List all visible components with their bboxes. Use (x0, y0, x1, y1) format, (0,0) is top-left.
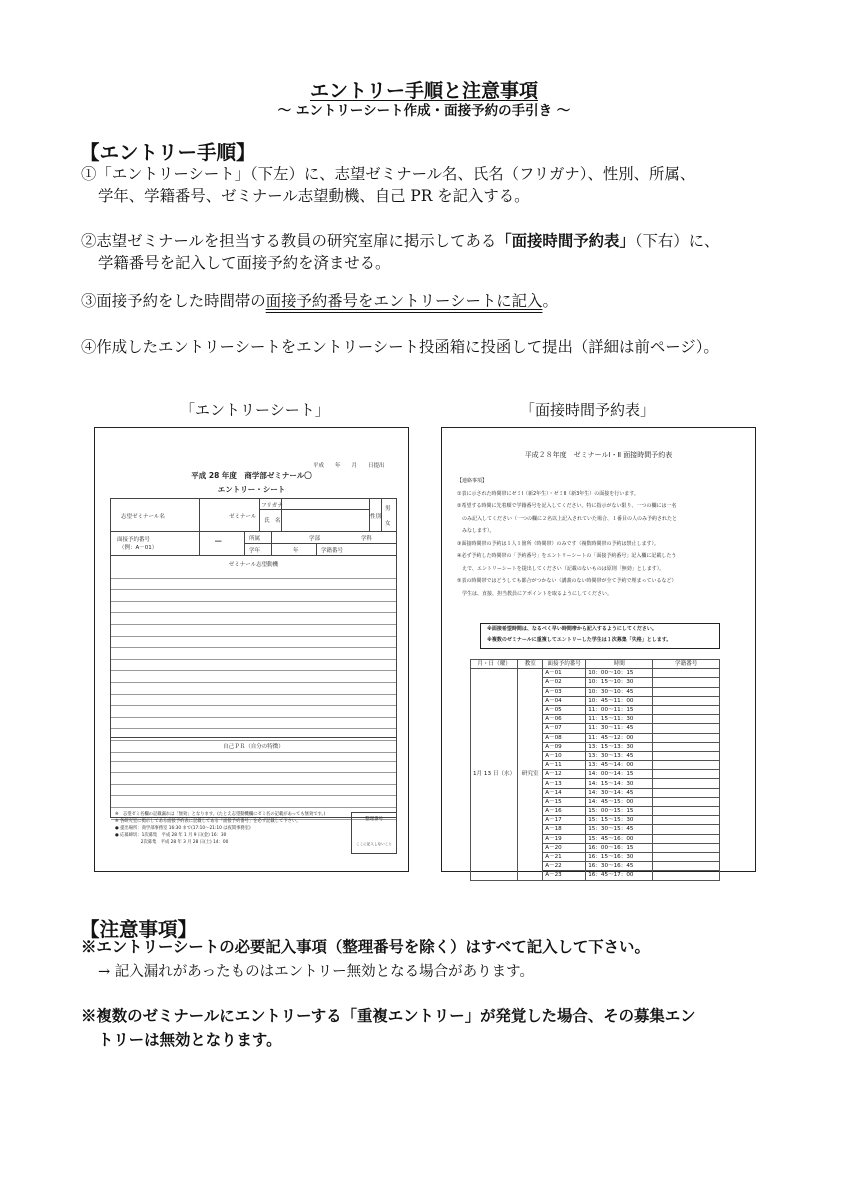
contact-heading: 【連絡事項】 (457, 478, 488, 484)
entry-sheet-note: ● 応募締切：1次募集 平成 28 年 1 月 9 日(金) 16：30 (115, 833, 227, 838)
procedure-heading: 【エントリー手順】 (80, 141, 256, 164)
entry-sheet-title: 平成 28 年度 商学部ゼミナール〇 (191, 471, 312, 480)
step-1-line-1: ①「エントリーシート」（下左）に、志望ゼミナール名、氏名（フリガナ）、性別、所属、 (81, 165, 696, 183)
time-cell: 15：45～16：00 (586, 834, 653, 843)
page-subtitle: ～ エントリーシート作成・面接予約の手引き ～ (277, 103, 571, 119)
student-number-cell[interactable] (653, 669, 720, 678)
reservation-number-cell: A－17 (543, 816, 586, 825)
reservation-number-cell: A－05 (543, 705, 586, 714)
affiliation-label: 所属 (249, 536, 261, 542)
student-number-cell[interactable] (653, 715, 720, 724)
student-number-cell[interactable] (653, 807, 720, 816)
reservation-number-cell: A－21 (543, 852, 586, 861)
reservation-number-cell: A－08 (543, 733, 586, 742)
reservation-table (470, 659, 720, 881)
reservation-number-cell: A－23 (543, 871, 586, 880)
step-2-emphasis: 「面接時間予約表」 (496, 232, 635, 250)
contact-item: ②希望する時間に先着順で学籍番号を記入してください。特に指示がない限り、一つの欄には一名 (457, 503, 677, 509)
column-header: 教室 (518, 660, 543, 669)
student-number-cell[interactable] (653, 825, 720, 834)
step-1-line-2: 学年、学籍番号、ゼミナール志望動機、自己 PR を記入する。 (98, 187, 530, 205)
grade-label: 学年 (249, 548, 261, 554)
self-pr-lines (111, 750, 396, 820)
reservation-warning-box (480, 623, 720, 649)
step-2 (81, 230, 781, 274)
entry-sheet-date: 平成 年 月 日提出 (313, 463, 385, 469)
student-number-cell[interactable] (653, 687, 720, 696)
reservation-number-cell: A－19 (543, 834, 586, 843)
reservation-number-cell: A－11 (543, 761, 586, 770)
sex-label: 性別 (370, 514, 382, 520)
name-label: 氏 名 (264, 518, 281, 524)
reservation-table-image (441, 427, 756, 879)
faculty-label: 学部 (309, 536, 321, 542)
time-cell: 15：30～15：45 (586, 825, 653, 834)
registration-number-note: ここに記入しないこと (356, 842, 392, 846)
contact-item: のみ記入してください（一つの欄に２名以上記入されていた場合、１番目の人のみ予約されたと (457, 515, 678, 522)
column-header: 月・日（曜） (471, 660, 518, 669)
entry-sheet-form (110, 498, 397, 818)
reservation-number-cell: A－06 (543, 715, 586, 724)
student-number-cell[interactable] (653, 770, 720, 779)
male-label: 男 (385, 506, 391, 512)
page-title: エントリー手順と注意事項 (309, 80, 538, 102)
contact-item: ①表に示された時間帯にゼミⅠ（新2年生）・ゼミⅡ（新3年生）の面接を行います。 (457, 490, 639, 497)
student-number-cell[interactable] (653, 834, 720, 843)
motive-label: ゼミナール志望動機 (228, 562, 279, 568)
entry-sheet-note: ● 提出場所：商学部事務室 16:30 まで(17:10～21:10 は夜間事務室) (115, 826, 251, 831)
time-cell: 10：15～10：30 (586, 678, 653, 687)
contact-item: えで、エントリーシートを提出してください（記載のないものは原則「無効」とします）。 (457, 565, 665, 572)
reservation-number-cell: A－18 (543, 825, 586, 834)
column-header: 学籍番号 (653, 660, 720, 669)
time-cell: 13：30～13：45 (586, 751, 653, 760)
seminar-suffix: ゼミナール (229, 514, 257, 520)
student-number-cell[interactable] (653, 797, 720, 806)
entry-sheet-notes (115, 811, 345, 846)
entry-sheet-note: ※ 各研究室に掲示してある面接予約表に記載してある「面接予約番号」を必ず記載して下さい。 (115, 819, 301, 824)
time-cell: 11：30～11：45 (586, 724, 653, 733)
contact-item: ③面接時間帯の予約は１人１箇所（時間帯）のみです（複数時間帯の予約は禁止します）。 (457, 540, 659, 547)
contact-item: ④必ず予約した時間帯の「予約番号」をエントリーシートの「面接予約番号」記入欄に記載したう (457, 553, 677, 559)
step-2-text-end: （下右）に、 (634, 232, 720, 250)
time-cell: 11：45～12：00 (586, 733, 653, 742)
time-cell: 14：00～14：15 (586, 770, 653, 779)
time-cell: 13：45～14：00 (586, 761, 653, 770)
reservation-table-caption: 「面接時間予約表」 (520, 401, 656, 419)
column-header: 面接予約番号 (543, 660, 586, 669)
reservation-number-cell: A－15 (543, 797, 586, 806)
registration-number-label: 整理番号 (365, 817, 383, 822)
student-number-cell[interactable] (653, 724, 720, 733)
table-row (471, 669, 720, 678)
step-3 (81, 290, 781, 312)
student-number-cell[interactable] (653, 678, 720, 687)
time-cell: 16：15～16：30 (586, 852, 653, 861)
reservation-number-cell: A－07 (543, 724, 586, 733)
caution-2-line-2: トリーは無効となります。 (98, 1031, 282, 1049)
step-2-line-2: 学籍番号を記入して面接予約を済ませる。 (98, 254, 391, 272)
student-number-cell[interactable] (653, 871, 720, 880)
department-label: 学科 (361, 536, 373, 542)
student-number-cell[interactable] (653, 852, 720, 861)
date-cell: 1月 13 日（水） (471, 669, 518, 880)
student-number-cell[interactable] (653, 742, 720, 751)
student-number-cell[interactable] (653, 788, 720, 797)
reservation-number-cell: A－10 (543, 751, 586, 760)
time-cell: 14：45～15：00 (586, 797, 653, 806)
time-cell: 15：00～15：15 (586, 807, 653, 816)
column-header: 時間 (586, 660, 653, 669)
step-1 (81, 163, 781, 207)
entry-sheet-note: 2次募集 平成 28 年 3 月 28 日(土) 14：00 (115, 840, 229, 845)
cautions-heading: 【注意事項】 (80, 918, 198, 941)
contact-item: ⑤表の時間帯ではどうしても都合がつかない（講義のない時間帯が全て予約で埋まっているなど） (457, 578, 677, 584)
female-label: 女 (385, 521, 391, 527)
step-2-text: ②志望ゼミナールを担当する教員の研究室扉に掲示してある (81, 232, 497, 250)
warning-line: ※複数のゼミナールに重複してエントリーした学生は１次募集「失格」とします。 (487, 637, 672, 643)
caution-1: ※エントリーシートの必要記入事項（整理番号を除く）はすべて記入して下さい。 (81, 938, 650, 956)
reservation-number-cell: A－03 (543, 687, 586, 696)
step-3-text: ③面接予約をした時間帯の (81, 292, 266, 310)
reservation-number-cell: A－12 (543, 770, 586, 779)
time-cell: 14：15～14：30 (586, 779, 653, 788)
caution-2-line-1: ※複数のゼミナールにエントリーする「重複エントリー」が発覚した場合、その募集エン (81, 1007, 696, 1025)
time-cell: 10：30～10：45 (586, 687, 653, 696)
time-cell: 13：15～13：30 (586, 742, 653, 751)
step-4: ④作成したエントリーシートをエントリーシート投函箱に投函して提出（詳細は前ページ）。 (81, 338, 719, 356)
contact-item: 学生は、直接、担当教員にアポイントを取るようにしてください。 (457, 590, 613, 597)
student-number-cell[interactable] (653, 843, 720, 852)
warning-line: ※面接希望時間は、なるべく早い時間帯から記入するようにしてください。 (487, 626, 657, 632)
reservation-number-cell: A－01 (543, 669, 586, 678)
reservation-number-cell: A－02 (543, 678, 586, 687)
seminar-label: 志望ゼミナール名 (121, 514, 165, 520)
caution-1-sub: → 記入漏れがあったものはエントリー無効となる場合があります。 (98, 964, 534, 980)
entry-sheet-subtitle: エントリー・シート (217, 485, 286, 494)
student-number-cell[interactable] (653, 733, 720, 742)
reservation-contact (457, 475, 677, 600)
student-number-cell[interactable] (653, 779, 720, 788)
step-3-underlined: 面接予約番号をエントリーシートに記入 (265, 292, 543, 310)
reservation-table-body (471, 669, 720, 880)
time-cell: 11：15～11：30 (586, 715, 653, 724)
reservation-number-cell: A－22 (543, 862, 586, 871)
reservation-table-title: 平成２８年度 ゼミナールⅠ・Ⅱ 面接時間予約表 (524, 451, 673, 459)
time-cell: 10：00～10：15 (586, 669, 653, 678)
student-no-label: 学籍番号 (321, 548, 344, 554)
time-cell: 16：45～17：00 (586, 871, 653, 880)
time-cell: 14：30～14：45 (586, 788, 653, 797)
reservation-number-cell: A－04 (543, 696, 586, 705)
room-cell: 研究室 (518, 669, 543, 880)
time-cell: 11：00～11：15 (586, 705, 653, 714)
table-header-row (471, 660, 720, 669)
student-number-cell[interactable] (653, 761, 720, 770)
registration-number-box (351, 812, 397, 854)
time-cell: 16：30～16：45 (586, 862, 653, 871)
student-number-cell[interactable] (653, 751, 720, 760)
motive-lines (111, 567, 396, 753)
step-3-text-end: 。 (542, 292, 558, 310)
year-label: 年 (293, 548, 299, 554)
step-2-line-1 (81, 230, 781, 252)
student-number-cell[interactable] (653, 705, 720, 714)
time-cell: 15：15～15：30 (586, 816, 653, 825)
student-number-cell[interactable] (653, 816, 720, 825)
student-number-cell[interactable] (653, 696, 720, 705)
self-pr-label: 自己ＰＲ（自分の特徴） (223, 744, 284, 750)
entry-sheet-caption: 「エントリーシート」 (180, 401, 330, 419)
reservation-example: （例：A－01） (119, 545, 158, 551)
furigana-label: フリガナ (261, 503, 283, 509)
reservation-dash: ― (215, 537, 222, 545)
time-cell: 10：45～11：00 (586, 696, 653, 705)
time-cell: 16：00～16：15 (586, 843, 653, 852)
entry-sheet-image (94, 427, 409, 872)
student-number-cell[interactable] (653, 862, 720, 871)
reservation-number-cell: A－13 (543, 779, 586, 788)
contact-item: みなします）。 (457, 528, 495, 534)
reservation-number-cell: A－09 (543, 742, 586, 751)
reservation-number-cell: A－14 (543, 788, 586, 797)
reservation-label: 面接予約番号 (117, 537, 151, 543)
entry-sheet-note: ※ 志望ゼミ名欄の記載漏れは「無効」となります。(たとえ志望動機欄にゼミ名の記載があっても無効です。) (115, 812, 326, 817)
reservation-number-cell: A－20 (543, 843, 586, 852)
reservation-number-cell: A－16 (543, 807, 586, 816)
